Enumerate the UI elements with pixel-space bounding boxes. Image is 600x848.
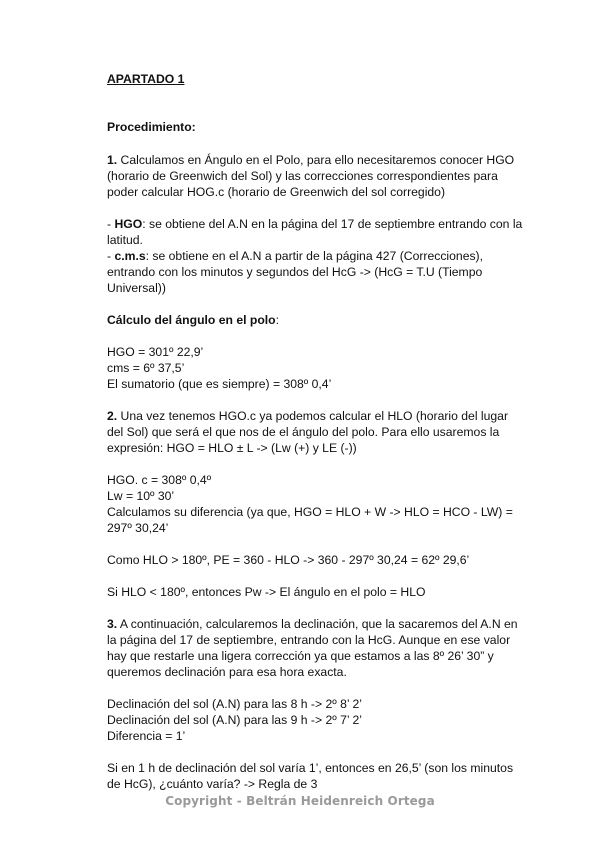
eq-como: Como HLO > 180º, PE = 360 - HLO -> 360 - 297º 30,24 = 62º 29,6’ [107,553,470,567]
calculo-label: Cálculo del ángulo en el polo [107,313,276,327]
eq-si: Si HLO < 180º, entonces Pw -> El ángulo en el polo = HLO [107,585,426,599]
hgo-text: : se obtiene del A.N en la página del 17 de septiembre entrando con la latitud. [107,217,523,247]
hgo-bullet: - [107,217,115,231]
step-1-text: Calculamos en Ángulo en el Polo, para ello necesitaremos conocer HGO (horario de Greenwich del Sol) y las correcciones correspondientes para poder calcular HOG.c (horario de Greenwich del sol corregido) [107,153,515,199]
calculo-colon: : [275,313,279,327]
eq-cms: cms = 6º 37,5’ [107,361,185,375]
copyright-footer: Copyright - Beltrán Heidenreich Ortega [165,794,435,808]
hgo-label: HGO [114,217,143,231]
hgo-paragraph [107,216,527,248]
step-1-number: 1. [107,153,118,167]
procedure-heading: Procedimiento: [107,120,196,134]
step-2-number: 2. [107,409,118,423]
calculo-heading [107,312,527,328]
section-title: APARTADO 1 [107,72,185,86]
step-3-paragraph [107,616,527,680]
step-3-number: 3. [107,617,118,631]
eq-hgo: HGO = 301º 22,9’ [107,345,204,359]
step-1-paragraph [107,152,527,200]
eq-sum: El sumatorio (que es siempre) = 308º 0,4’ [107,377,332,391]
step-3-text: A continuación, calcularemos la declinación, que la sacaremos del A.N en la página del 17 de septiembre, entrando con la HcG. Aunque en ese valor hay que restarle una ligera corrección ya que estamos a las 8º 26’ 30” y queremos declinación para esa hora exacta. [107,617,518,679]
cms-paragraph [107,248,527,296]
decl-diff: Diferencia = 1’ [107,729,186,743]
last-paragraph: Si en 1 h de declinación del sol varía 1’, entonces en 26,5’ (son los minutos de HcG), ¿cuánto varía? -> Regla de 3 [107,761,514,791]
cms-label: c.m.s [114,249,146,263]
eq-diff: Calculamos su diferencia (ya que, HGO = HLO + W -> HLO = HCO - LW) = 297º 30,24’ [107,505,513,535]
cms-text: : se obtiene en el A.N a partir de la página 427 (Correcciones), entrando con los minutos y segundos del HcG -> (HcG = T.U (Tiempo Universal)) [107,249,484,295]
eq-lw: Lw = 10º 30’ [107,489,175,503]
cms-bullet: - [107,249,115,263]
document-body [107,71,527,792]
decl-8: Declinación del sol (A.N) para las 8 h -> 2º 8’ 2’ [107,697,362,711]
decl-9: Declinación del sol (A.N) para las 9 h -> 2º 7’ 2’ [107,713,362,727]
step-2-text: Una vez tenemos HGO.c ya podemos calcular el HLO (horario del lugar del Sol) que será el que nos de el ángulo del polo. Para ello usaremos la expresión: HGO = HLO ± L -> (Lw (+) y LE (-)) [107,409,509,455]
eq-hgoc: HGO. c = 308º 0,4º [107,473,212,487]
step-2-paragraph [107,408,527,456]
